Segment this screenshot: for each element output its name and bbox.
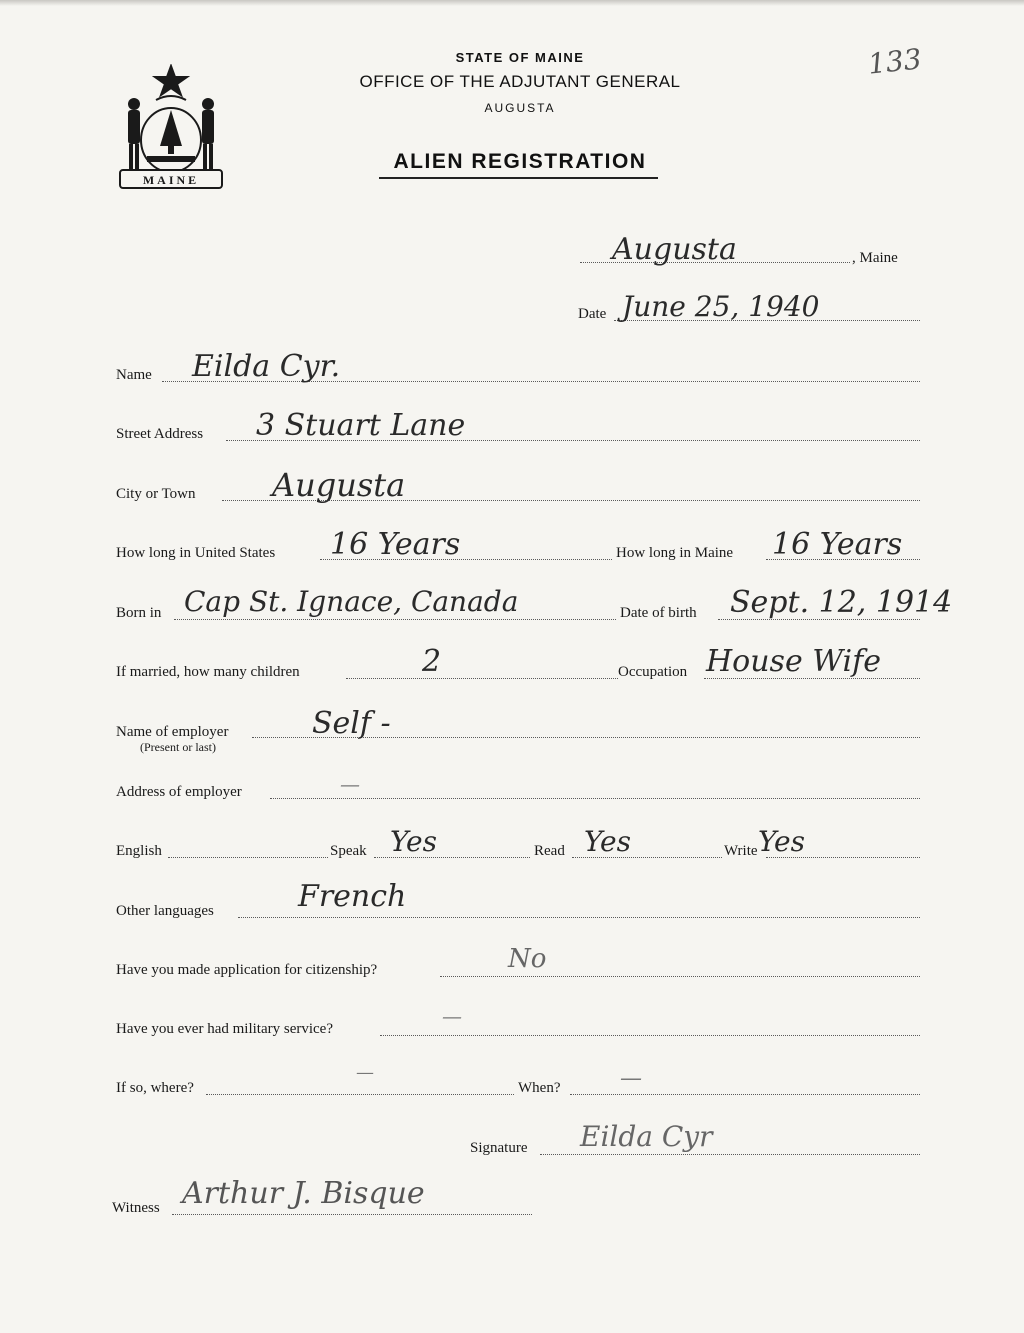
write-label: Write <box>724 843 758 859</box>
when-label: When? <box>518 1080 561 1096</box>
occupation-label: Occupation <box>618 664 688 680</box>
married-label: If married, how many children <box>116 664 300 680</box>
employer-address-label: Address of employer <box>116 784 242 800</box>
signature-label: Signature <box>470 1140 528 1156</box>
write-value: Yes <box>758 825 805 858</box>
speak-label: Speak <box>330 843 367 859</box>
city-heading: AUGUSTA <box>484 101 556 115</box>
where-value: — <box>356 1062 374 1083</box>
read-value: Yes <box>584 825 631 858</box>
place-value: Augusta <box>612 232 737 267</box>
born-value: Cap St. Ignace, Canada <box>184 585 519 618</box>
employer-sublabel: (Present or last) <box>140 740 216 754</box>
us-label: How long in United States <box>116 545 276 561</box>
maine-value: 16 Years <box>772 527 903 562</box>
employer-address-line <box>270 798 920 799</box>
citizenship-line <box>440 976 920 977</box>
form-title: ALIEN REGISTRATION <box>393 150 647 173</box>
born-label: Born in <box>116 605 162 621</box>
place-suffix: , Maine <box>852 250 898 266</box>
where-label: If so, where? <box>116 1080 194 1096</box>
children-value: 2 <box>422 644 442 679</box>
occupation-value: House Wife <box>706 644 881 679</box>
name-label: Name <box>116 367 152 383</box>
where-line <box>206 1094 514 1095</box>
street-value: 3 Stuart Lane <box>256 408 466 443</box>
other-languages-label: Other languages <box>116 903 214 919</box>
signature-line <box>540 1154 920 1155</box>
signature-value: Eilda Cyr <box>580 1120 713 1153</box>
maine-label: How long in Maine <box>616 545 734 561</box>
street-label: Street Address <box>116 426 204 442</box>
seal-label: MAINE <box>142 173 200 187</box>
military-line <box>380 1035 920 1036</box>
when-line <box>570 1094 920 1095</box>
witness-value: Arthur J. Bisque <box>182 1176 425 1211</box>
date-label: Date <box>578 306 607 322</box>
military-value: — <box>442 1004 462 1028</box>
citizenship-label: Have you made application for citizenship? <box>116 962 378 978</box>
us-value: 16 Years <box>330 527 461 562</box>
office-heading: OFFICE OF THE ADJUTANT GENERAL <box>359 72 681 91</box>
other-languages-value: French <box>298 879 407 914</box>
employer-label: Name of employer <box>116 724 229 740</box>
other-languages-line <box>238 917 920 918</box>
citizenship-value: No <box>508 944 547 974</box>
city-label: City or Town <box>116 486 196 502</box>
children-line <box>346 678 618 679</box>
city-value: Augusta <box>272 466 406 504</box>
english-line <box>168 857 328 858</box>
date-value: June 25, 1940 <box>622 290 820 323</box>
dob-value: Sept. 12, 1914 <box>730 585 953 620</box>
read-label: Read <box>534 843 565 859</box>
born-line <box>174 619 616 620</box>
dob-label: Date of birth <box>620 605 697 621</box>
employer-value: Self - <box>312 706 391 741</box>
speak-value: Yes <box>390 825 437 858</box>
state-heading: STATE OF MAINE <box>455 50 585 65</box>
name-value: Eilda Cyr. <box>192 349 341 384</box>
employer-address-value: — <box>340 772 360 796</box>
title-underline <box>379 177 658 179</box>
when-value: — <box>620 1066 642 1091</box>
page-number: 133 <box>866 42 924 81</box>
military-label: Have you ever had military service? <box>116 1021 333 1037</box>
scan-edge <box>0 0 1024 6</box>
witness-line <box>172 1214 532 1215</box>
english-label: English <box>116 843 162 859</box>
witness-label: Witness <box>112 1200 160 1216</box>
